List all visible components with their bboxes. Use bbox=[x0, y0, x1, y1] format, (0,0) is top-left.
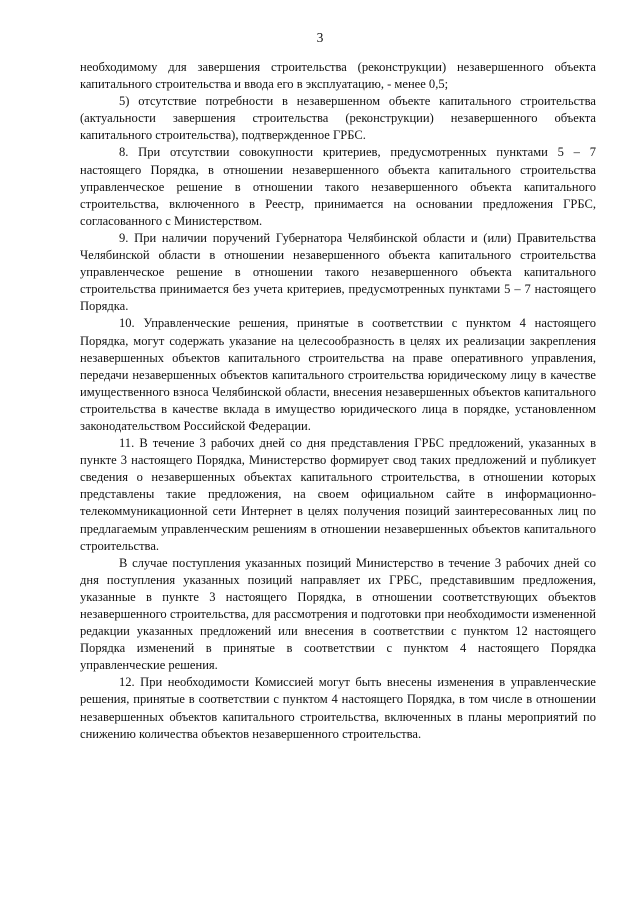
document-body bbox=[80, 59, 596, 743]
paragraph-11: 11. В течение 3 рабочих дней со дня представления ГРБС предложений, указанных в пункте 3 настоящего Порядка, Министерство формирует свод таких предложений и публикует сведения о незавершенных объектах капитального строительства, в отношении которых представлены такие предложения, на своем официальном сайте в информационно-телекоммуникационной сети Интернет в целях получения позиций заинтересованных лиц по предлагаемым управленческим решениям в отношении незавершенных объектов капитального строительства. bbox=[80, 436, 596, 553]
paragraph-8: 8. При отсутствии совокупности критериев, предусмотренных пунктами 5 – 7 настоящего Порядка, в отношении незавершенного объекта капитального строительства управленческое решение в отношении такого незавершенного объекта капитального строительства, включенного в Реестр, принимается на основании предложения ГРБС, согласованного с Министерством. bbox=[80, 145, 596, 228]
paragraph-12: 12. При необходимости Комиссией могут быть внесены изменения в управленческие решения, принятые в соответствии с пунктом 4 настоящего Порядка, в том числе в отношении незавершенных объектов капитального строительства, включенных в планы мероприятий по снижению количества объектов незавершенного строительства. bbox=[80, 675, 596, 741]
page-number: 3 bbox=[316, 30, 324, 45]
paragraph-9: 9. При наличии поручений Губернатора Челябинской области и (или) Правительства Челябинской области в отношении незавершенного объекта капитального строительства управленческое решение в отношении такого незавершенного объекта капитального строительства принимается без учета критериев, предусмотренных пунктами 5 – 7 настоящего Порядка. bbox=[80, 230, 596, 314]
paragraph-continuation: необходимому для завершения строительства (реконструкции) незавершенного объекта капитального строительства и ввода его в эксплуатацию, - менее 0,5; bbox=[80, 60, 596, 92]
paragraph-10: 10. Управленческие решения, принятые в соответствии с пунктом 4 настоящего Порядка, могут содержать указание на целесообразность в целях их реализации закрепления незавершенных объектов капитального строительства на праве оперативного управления, передачи незавершенных объектов капитального строительства юридическому лицу в качестве имущественного взноса Челябинской области, внесения незавершенных объектов капитального строительства в качестве вклада в имущество юридического лица в порядке, установленном законодательством Российской Федерации. bbox=[80, 316, 596, 433]
paragraph-11-continued: В случае поступления указанных позиций Министерство в течение 3 рабочих дней со дня поступления указанных позиций направляет их ГРБС, представившим предложения, указанные в пункте 3 настоящего Порядка, в отношении соответствующих объектов незавершенного строительства, для рассмотрения и подготовки при необходимости измененной редакции указанных предложений или внесения в соответствии с пунктом 12 настоящего Порядка изменений в принятые в соответствии с пунктом 4 настоящего Порядка управленческие решения. bbox=[80, 555, 596, 673]
paragraph-item-5: 5) отсутствие потребности в незавершенном объекте капитального строительства (актуальности завершения строительства (реконструкции) незавершенного объекта капитального строительства), подтвержденное ГРБС. bbox=[80, 94, 596, 143]
